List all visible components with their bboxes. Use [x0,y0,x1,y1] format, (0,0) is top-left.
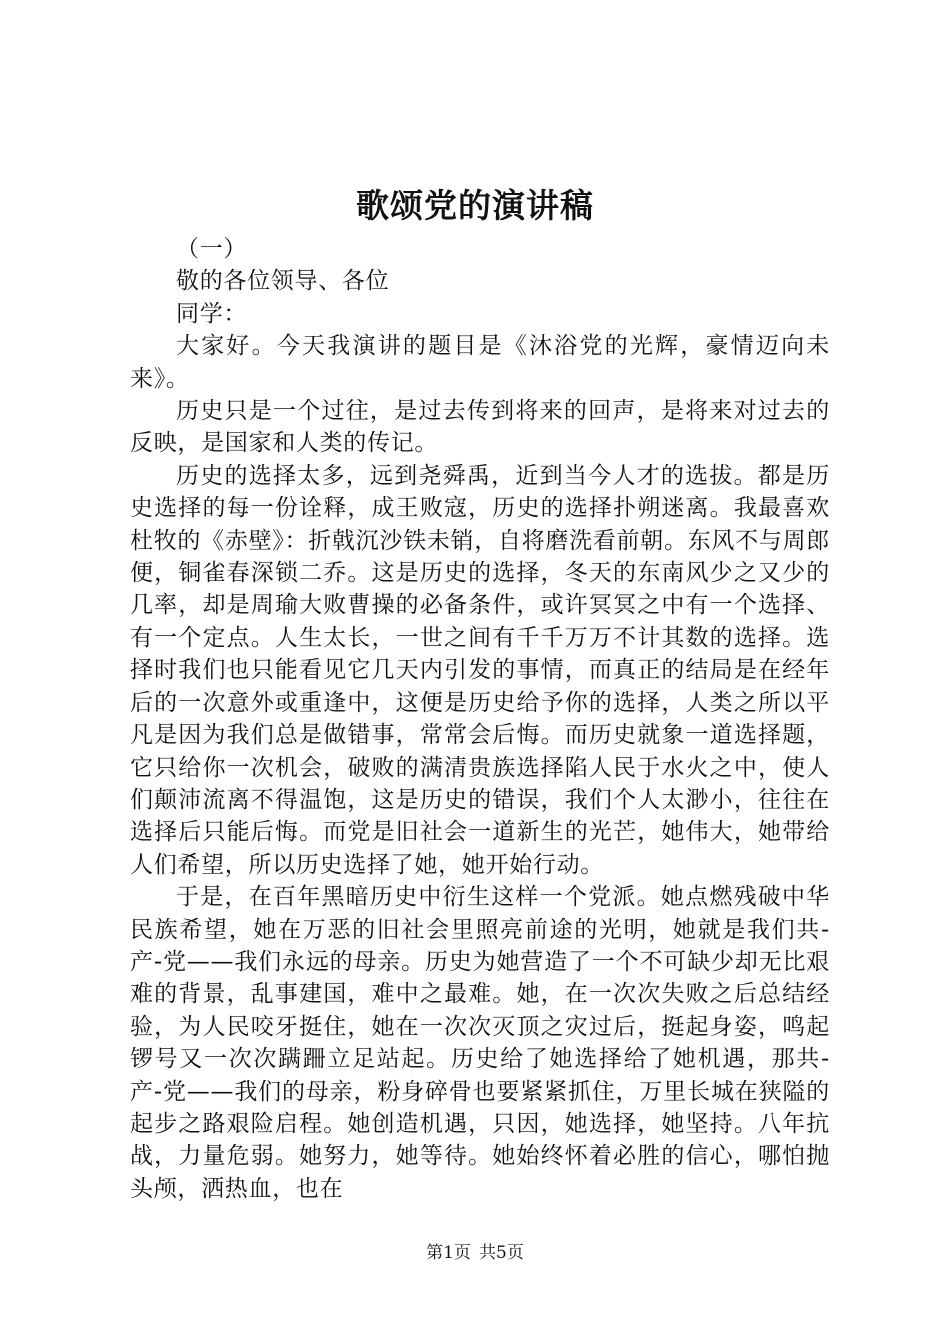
salutation-line-1: 敬的各位领导、各位 [176,268,390,295]
paragraph-greeting: 大家好。今天我演讲的题目是《沐浴党的光辉，豪情迈向未来》。 [130,333,830,392]
page-total: 共5页 [479,1243,524,1263]
section-number: （一） [176,236,248,262]
paragraph-history-choice: 历史的选择太多，远到尧舜禹，近到当今人才的选拔。都是历史选择的每一份诠释，成王败寇，历史的选择扑朔迷离。我最喜欢杜牧的《赤壁》：折戟沉沙铁未销，自将磨洗看前朝。东风不与周郎便，铜雀春深锁二乔。这是历史的选择，冬天的东南风少之又少的几率，却是周瑜大败曹操的必备条件，或许冥冥之中有一个选择、有一个定点。人生太长，一世之间有千千万万不计其数的选择。选择时我们也只能看见它几天内引发的事情，而真正的结局是在经年后的一次意外或重逢中，这便是历史给予你的选择，人类之所以平凡是因为我们总是做错事，常常会后悔。而历史就象一道选择题，它只给你一次机会，破败的满清贵族选择陷人民于水火之中，使人们颠沛流离不得温饱，这是历史的错误，我们个人太渺小，往往在选择后只能后悔。而党是旧社会一道新生的光芒，她伟大，她带给人们希望，所以历史选择了她，她开始行动。 [130,462,830,878]
salutation-line-2: 同学： [176,300,248,327]
document-body [130,233,830,1205]
document-title: 歌颂党的演讲稿 [356,186,594,225]
paragraph-party-history: 于是，在百年黑暗历史中衍生这样一个党派。她点燃残破中华民族希望，她在万恶的旧社会里照亮前途的光明，她就是我们共-产-党——我们永远的母亲。历史为她营造了一个不可缺少却无比艰难的背景，乱事建国，难中之最难。她，在一次次失败之后总结经验，为人民咬牙挺住，她在一次次灭顶之灾过后，挺起身姿，鸣起锣号又一次次蹒跚立足站起。历史给了她选择给了她机遇，那共-产-党——我们的母亲，粉身碎骨也要紧紧抓住，万里长城在狭隘的起步之路艰险启程。她创造机遇，只因，她选择，她坚持。八年抗战，力量危弱。她努力，她等待。她始终怀着必胜的信心，哪怕抛头颅，洒热血，也在 [130,884,830,1202]
page-footer [0,1241,950,1265]
paragraph-history-intro: 历史只是一个过往，是过去传到将来的回声，是将来对过去的反映，是国家和人类的传记。 [130,398,830,457]
page-number: 第1页 [426,1243,471,1263]
